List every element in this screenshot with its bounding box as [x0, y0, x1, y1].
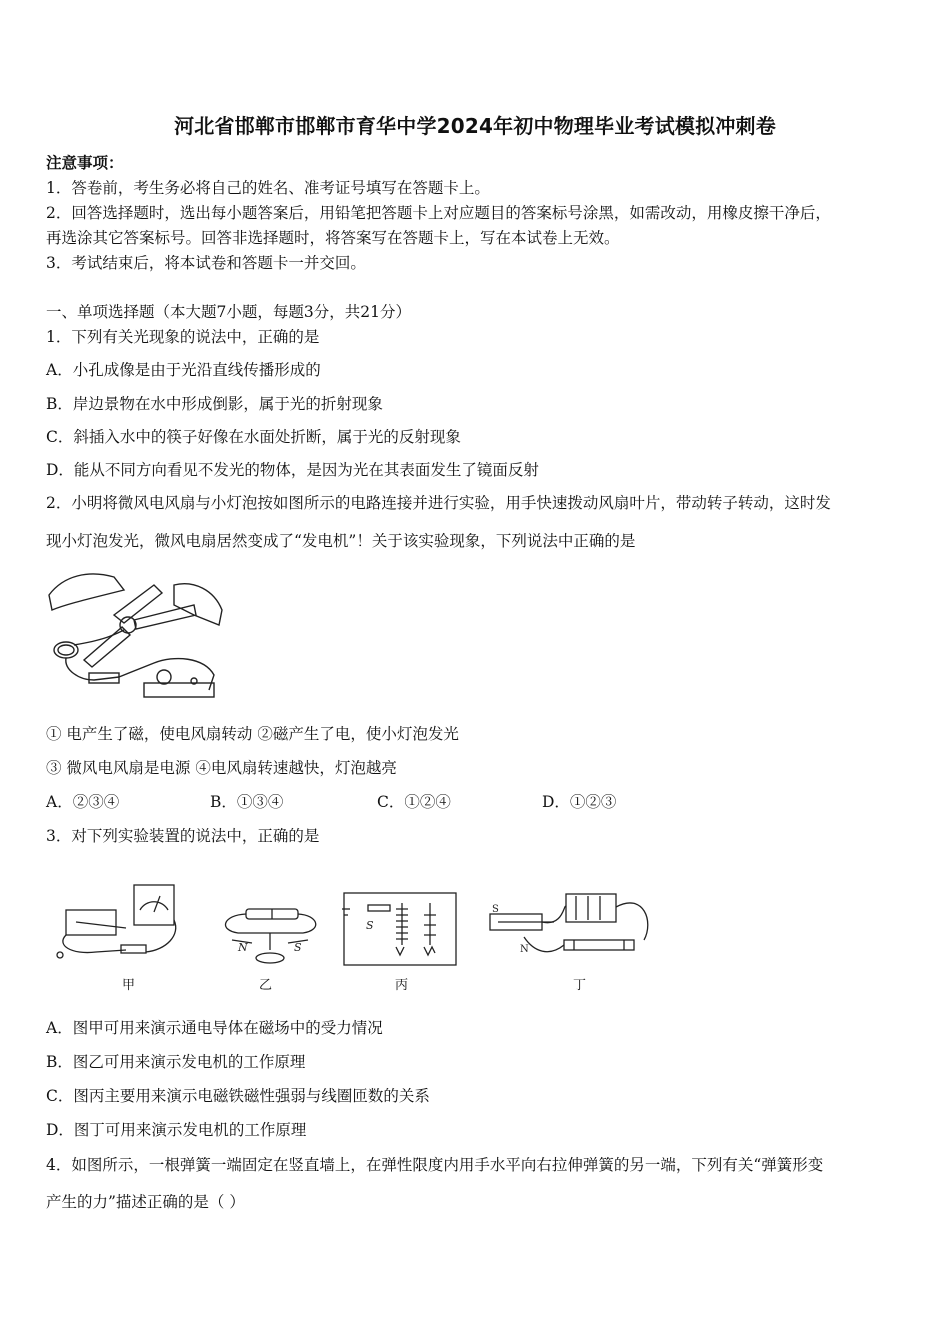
stand-base — [256, 953, 284, 963]
hand-shape — [49, 574, 124, 610]
question-4-stem-cont: 产生的力”描述正确的是（ ） — [46, 1193, 245, 1211]
magnet-block — [66, 910, 116, 935]
q1-option-c: C．斜插入水中的筷子好像在水面处折断，属于光的反射现象 — [46, 428, 461, 446]
q2-option-a: A．②③④ — [46, 793, 120, 811]
figure-yi — [218, 895, 323, 970]
q1-option-d: D．能从不同方向看见不发光的物体，是因为光在其表面发生了镜面反射 — [46, 461, 539, 479]
bulb-base — [144, 683, 214, 697]
ammeter — [134, 885, 174, 925]
q2-option-c: C．①②④ — [377, 793, 451, 811]
north-pole-label: N — [238, 941, 248, 954]
section-heading: 一、单项选择题（本大题7小题，每题3分，共21分） — [46, 303, 411, 321]
q2-option-d: D．①②③ — [542, 793, 617, 811]
battery-pack — [566, 894, 616, 922]
q2-option-b: B．①③④ — [210, 793, 284, 811]
fan-circuit-figure — [44, 565, 229, 705]
question-1-stem: 1．下列有关光现象的说法中，正确的是 — [46, 328, 320, 346]
notice-item: 1．答卷前，考生务必将自己的姓名、准考证号填写在答题卡上。 — [46, 179, 490, 197]
figure-label-bing: 丙 — [395, 978, 409, 993]
question-2-stem: 2．小明将微风电风扇与小灯泡按如图所示的电路连接并进行实验，用手快速拨动风扇叶片，带动转子转动，这时发 — [46, 494, 831, 512]
rheostat — [368, 905, 390, 911]
switch — [121, 945, 146, 953]
switch-s-label: S — [366, 919, 374, 932]
figure-ding — [484, 882, 669, 970]
question-2-stem-cont: 现小灯泡发光，微风电扇居然变成了“发电机”！关于该实验现象，下列说法中正确的是 — [46, 532, 636, 550]
south-pole-label: S — [294, 941, 302, 954]
figure-bing — [340, 885, 460, 970]
page-title: 河北省邯郸市邯郸市育华中学2024年初中物理毕业考试模拟冲刺卷 — [174, 114, 776, 138]
notice-heading: 注意事项： — [46, 153, 124, 172]
question-4-stem: 4．如图所示，一根弹簧一端固定在竖直墙上，在弹性限度内用手水平向右拉伸弹簧的另一端，下列有关“弹簧形变 — [46, 1156, 824, 1174]
north-pole-label: N — [520, 944, 529, 955]
figure-jia — [56, 880, 181, 970]
q1-option-b: B．岸边景物在水中形成倒影，属于光的折射现象 — [46, 395, 383, 413]
notice-item: 3．考试结束后，将本试卷和答题卡一并交回。 — [46, 254, 366, 272]
q2-statement: ③ 微风电风扇是电源 ④电风扇转速越快，灯泡越亮 — [46, 759, 397, 777]
bulb — [157, 670, 171, 684]
q2-statement: ① 电产生了磁，使电风扇转动 ②磁产生了电，使小灯泡发光 — [46, 725, 459, 743]
fan-blade — [84, 627, 130, 667]
q3-option-b: B．图乙可用来演示发电机的工作原理 — [46, 1053, 306, 1071]
notice-item: 再选涂其它答案标号。回答非选择题时，将答案写在答题卡上，写在本试卷上无效。 — [46, 229, 620, 247]
south-pole-label: S — [492, 904, 499, 915]
figure-label-jia: 甲 — [122, 978, 136, 993]
q1-option-a: A．小孔成像是由于光沿直线传播形成的 — [46, 361, 321, 379]
figure-label-yi: 乙 — [259, 978, 273, 993]
q3-option-c: C．图丙主要用来演示电磁铁磁性强弱与线圈匝数的关系 — [46, 1087, 430, 1105]
notice-item: 2．回答选择题时，选出每小题答案后，用铅笔把答题卡上对应题目的答案标号涂黑，如需改动，用橡皮擦干净后， — [46, 204, 831, 222]
question-3-stem: 3．对下列实验装置的说法中，正确的是 — [46, 827, 320, 845]
q3-option-d: D．图丁可用来演示发电机的工作原理 — [46, 1121, 307, 1139]
q3-option-a: A．图甲可用来演示通电导体在磁场中的受力情况 — [46, 1019, 383, 1037]
figure-label-ding: 丁 — [573, 978, 587, 993]
